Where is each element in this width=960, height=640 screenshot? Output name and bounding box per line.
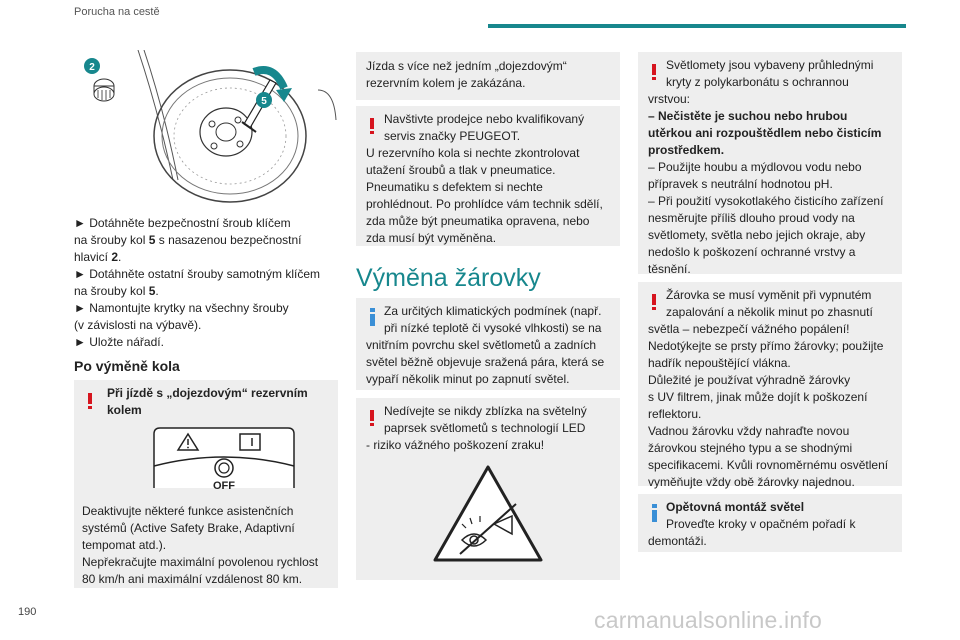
box-text-line: hadřík nepouštějící vlákna. — [648, 356, 791, 370]
adas-off-pictogram — [148, 426, 300, 494]
box-text-line: světlomety, světla nebo jejich okraje, aby — [648, 228, 866, 242]
led-eye-hazard-icon — [432, 464, 544, 564]
box-text-line: Důležité je používat výhradně žárovky — [648, 373, 851, 387]
warning-icon — [88, 393, 92, 408]
warning-body-line: 80 km/h ani maximální vzdálenost 80 km. — [82, 572, 303, 586]
wheel-wrench-illustration — [78, 50, 340, 210]
box-text-line: vypaří několik minut po zapnutí světel. — [366, 372, 570, 386]
warning-body-line: systémů (Active Safety Brake, Adaptivní — [82, 521, 295, 535]
warning-title-line-1: Při jízdě s „dojezdovým“ rezervním — [107, 386, 308, 400]
section-title: Výměna žárovky — [356, 264, 541, 292]
warning-body-line: Deaktivujte některé funkce asistenčních — [82, 504, 294, 518]
steps-text — [74, 215, 344, 351]
box-text-line: paprsek světlometů s technologií LED — [384, 421, 586, 435]
box-text-line: vyměňujte vždy obě žárovky najednou. — [648, 475, 855, 489]
box-text-line: - riziko vážného poškození zraku! — [366, 438, 545, 452]
box-text-line: při nízké teplotě či vysoké vlhkosti) se na — [384, 321, 602, 335]
box-text-line: s UV filtrem, jinak může dojít k poškození — [648, 390, 868, 404]
box-text-line: demontáži. — [648, 534, 707, 548]
step-3-line-2: (v závislosti na výbavě). — [74, 318, 202, 332]
box-text-line-bold: utěrkou ani rozpouštědlem nebo čisticím — [648, 126, 882, 140]
box-text-line: zda musí být vyměněna. — [366, 231, 497, 245]
warning-icon — [370, 410, 374, 425]
spare-wheel-forbidden-box — [356, 52, 620, 100]
box-text-line: Za určitých klimatických podmínek (např. — [384, 304, 602, 318]
box-text-line: zda může být pneumatika opravena, nebo — [366, 214, 590, 228]
step-2-line-2: na šrouby kol 5. — [74, 284, 159, 298]
off-label: OFF — [213, 480, 235, 492]
step-2-line-1: ► Dotáhněte ostatní šrouby samotným klíčem — [74, 267, 320, 281]
box-text-line-bold: – Nečistěte je suchou nebo hrubou — [648, 109, 848, 123]
header-accent-bar — [488, 24, 906, 28]
box-text-line: Vadnou žárovku vždy nahraďte novou — [648, 424, 850, 438]
box-text-line: Proveďte kroky v opačném pořadí k — [666, 517, 856, 531]
box-text-line: Světlomety jsou vybaveny průhlednými — [666, 58, 874, 72]
heading-after-wheel-change: Po výměně kola — [74, 358, 180, 374]
box-text-line: přípravek s neutrální hodnotou pH. — [648, 177, 833, 191]
box-text-line: – Použijte houbu a mýdlovou vodu nebo — [648, 160, 862, 174]
callout-5: 5 — [261, 96, 267, 107]
box-text-line: prohlédnout. Po prohlídce vám technik sdělí, — [366, 197, 603, 211]
page-number: 190 — [18, 606, 37, 618]
box-text-line: těsnění. — [648, 262, 691, 276]
step-1-line-1: ► Dotáhněte bezpečnostní šroub klíčem — [74, 216, 291, 230]
condensation-info-box — [356, 298, 620, 390]
box-text-line: Nedotýkejte se prsty přímo žárovky; použijte — [648, 339, 884, 353]
box-text-line: světla – nebezpečí vážného popálení! — [648, 322, 850, 336]
warning-body-line: tempomat atd.). — [82, 538, 167, 552]
callout-2: 2 — [89, 62, 95, 73]
box-text-line: kryty z polykarbonátu s ochrannou — [666, 75, 849, 89]
box-text-line-bold: prostředkem. — [648, 143, 725, 157]
info-icon — [652, 504, 657, 522]
box-text-line: Navštivte prodejce nebo kvalifikovaný — [384, 112, 585, 126]
info-icon — [370, 308, 375, 326]
box-text-line: Žárovka se musí vyměnit při vypnutém — [666, 288, 872, 302]
box-text-line: Nedívejte se nikdy zblízka na světelný — [384, 404, 587, 418]
box-title: Opětovná montáž světel — [666, 500, 805, 514]
step-4: ► Uložte nářadí. — [74, 335, 164, 349]
spare-wheel-warning-box — [74, 380, 338, 588]
led-warning-box — [356, 398, 620, 580]
watermark: carmanualsonline.info — [594, 607, 822, 633]
box-text-line: U rezervního kola si nechte zkontrolovat — [366, 146, 580, 160]
step-1-line-2: na šrouby kol 5 s nasazenou bezpečnostní — [74, 233, 302, 247]
bulb-replacement-warning-box — [638, 282, 902, 489]
box-text-line: servis značky PEUGEOT. — [384, 129, 521, 143]
dealer-check-warning-box — [356, 106, 620, 246]
warning-icon — [652, 64, 656, 79]
box-text-line: utažení šroubů a tlak v pneumatice. — [366, 163, 556, 177]
warning-body-line: Nepřekračujte maximální povolenou rychlost — [82, 555, 319, 569]
box-text-line: nedošlo k poškození ochranné vrstvy a — [648, 245, 856, 259]
box-text-line: vnitřním povrchu skel světlometů a zadních — [366, 338, 597, 352]
step-1-line-3: hlavicí 2. — [74, 250, 122, 264]
box-text-line: žárovkou stejného typu a se shodnými — [648, 441, 853, 455]
running-header: Porucha na cestě — [74, 6, 160, 18]
step-3-line-1: ► Namontujte krytky na všechny šrouby — [74, 301, 289, 315]
box-text-line: zapalování a několik minut po zhasnutí — [666, 305, 873, 319]
box-text-line: vrstvou: — [648, 92, 691, 106]
warning-title-line-2: kolem — [107, 403, 142, 417]
box-text-line: Jízda s více než jedním „dojezdovým“ — [366, 59, 567, 73]
box-text-line: specifikacemi. Kvůli rovnoměrnému osvětlení — [648, 458, 889, 472]
box-text-line: – Při použití vysokotlakého čisticího zařízení — [648, 194, 884, 208]
box-text-line: reflektoru. — [648, 407, 702, 421]
polycarbonate-warning-box — [638, 52, 902, 274]
warning-icon — [370, 118, 374, 133]
warning-icon — [652, 294, 656, 309]
box-text-line: rezervním kolem je zakázána. — [366, 76, 526, 90]
reassembly-info-box — [638, 494, 902, 552]
box-text-line: Pneumatiku s defektem si nechte — [366, 180, 543, 194]
box-text-line: nesměrujte příliš dlouho proud vody na — [648, 211, 855, 225]
box-text-line: světel běžně objevuje sražená pára, která se — [366, 355, 605, 369]
